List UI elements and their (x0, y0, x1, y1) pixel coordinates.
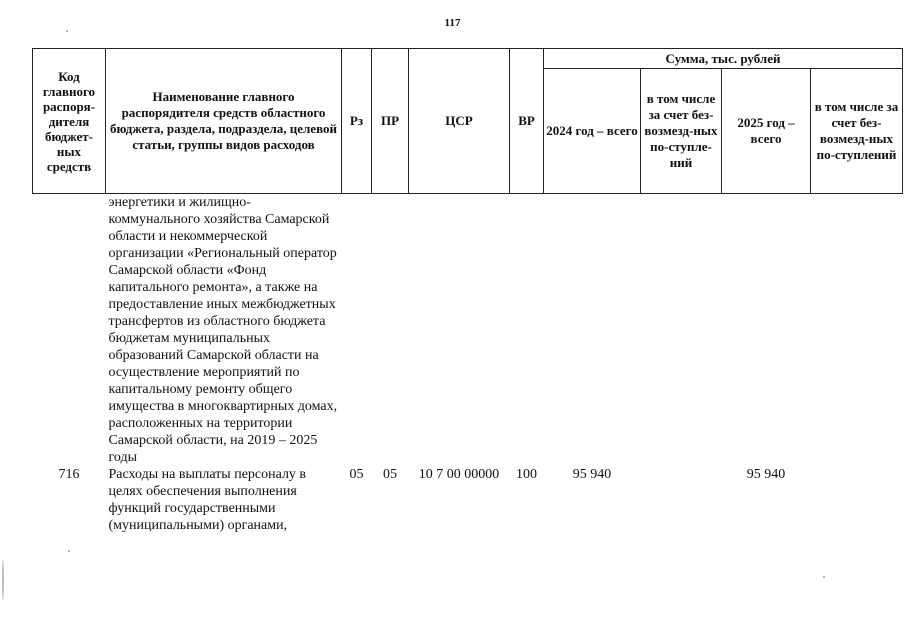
cell-code: 716 (58, 467, 80, 482)
cell-2025-free (811, 194, 903, 467)
cell-vr (510, 194, 544, 467)
cell-2025-free (811, 466, 903, 534)
header-sum-group: Сумма, тыс. рублей (544, 49, 903, 69)
header-name: Наименование главного распорядителя средств областного бюджета, раздела, подраздела, целевой статьи, группы видов расходов (106, 49, 342, 194)
cell-pr (372, 194, 409, 467)
cell-rz (342, 194, 372, 467)
page-number: 117 (444, 17, 461, 29)
header-rz: Рз (342, 49, 372, 194)
cell-2024-total (544, 194, 641, 467)
cell-csr (409, 194, 510, 467)
cell-vr: 100 (516, 467, 537, 482)
scan-speck (823, 576, 825, 578)
table-header (33, 49, 903, 194)
cell-name: энергетики и жилищно-коммунального хозяйства Самарской области и некоммерческой организации «Региональный оператор Самарской области «Фонд капитального ремонта», а также на предоставление иных межбюджетных трансфертов из областного бюджета бюджетам муниципальных образований Самарской области на осуществление мероприятий по капитальному ремонту общего имущества в многоквартирных домах, расположенных на территории Самарской области, на 2019 – 2025 годы (108, 195, 338, 465)
cell-rz: 05 (349, 467, 364, 482)
header-2025-total: 2025 год – всего (722, 69, 811, 194)
header-code: Код главного распоря-дителя бюджет-ных средств (33, 49, 106, 194)
header-pr: ПР (372, 49, 409, 194)
scan-speck (68, 550, 70, 552)
cell-2024-free (641, 466, 722, 534)
header-csr: ЦСР (409, 49, 510, 194)
header-2024-total: 2024 год – всего (544, 69, 641, 194)
cell-pr: 05 (383, 467, 397, 482)
scan-speck (2, 560, 4, 600)
cell-2024-free (641, 194, 722, 467)
table-row (33, 466, 903, 534)
cell-2025-total: 95 940 (746, 467, 786, 482)
budget-table (32, 48, 903, 534)
scan-speck (66, 30, 68, 32)
cell-2025-total (722, 194, 811, 467)
cell-code (33, 194, 106, 467)
header-2025-free: в том числе за счет без-возмезд-ных по-ступлений (811, 69, 903, 194)
cell-name: Расходы на выплаты персоналу в целях обеспечения выполнения функций государственными (муниципальными) органами, (108, 467, 307, 533)
header-vr: ВР (510, 49, 544, 194)
table-row (33, 194, 903, 467)
cell-2024-total: 95 940 (572, 467, 612, 482)
cell-csr: 10 7 00 00000 (418, 467, 500, 482)
header-2024-free: в том числе за счет без-возмезд-ных по-ступле-ний (641, 69, 722, 194)
